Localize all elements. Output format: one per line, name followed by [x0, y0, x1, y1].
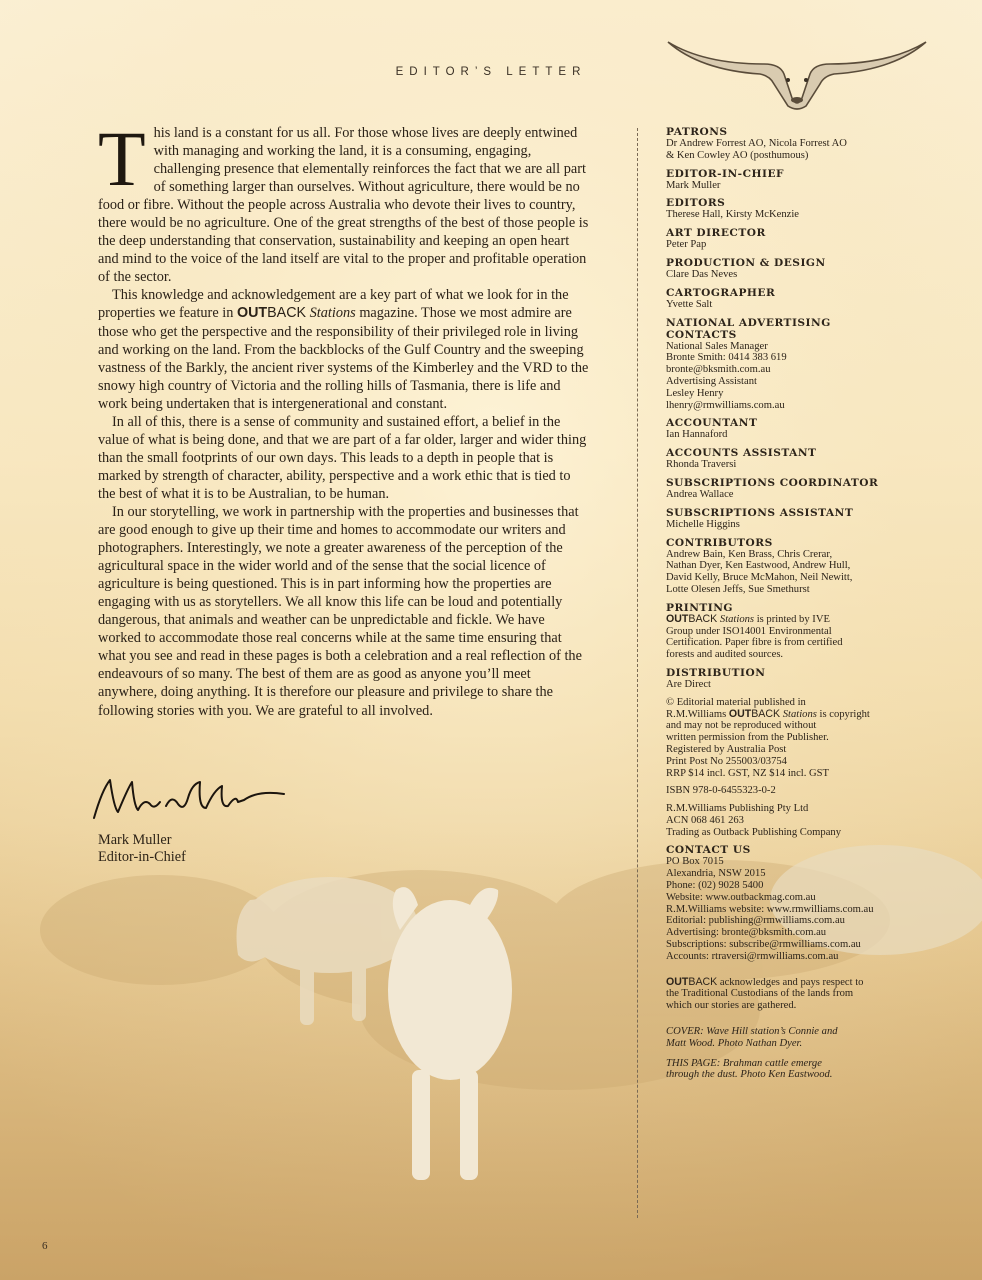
- column-divider: [637, 128, 638, 1218]
- masthead-printing: PRINTING OUTBACK Stations is printed by IVE Group under ISO14001 Environmental Certification. Paper fibre is from certified forests and audited sources.: [666, 601, 843, 661]
- rmwilliams-website-link[interactable]: R.M.Williams website: www.rmwilliams.com.au: [666, 903, 874, 915]
- outback-wordmark: OUTBACK: [666, 975, 718, 988]
- drop-cap: T: [98, 115, 146, 202]
- masthead-contributors: CONTRIBUTORS Andrew Bain, Ken Brass, Chris Crerar, Nathan Dyer, Ken Eastwood, Andrew Hull, David Kelly, Bruce McMahon, Neil Newitt, Lotte Olesen Jeffs, Sue Smethurst: [666, 536, 853, 595]
- subscriptions-email-link[interactable]: Subscriptions: subscribe@rmwilliams.com.au: [666, 939, 861, 951]
- website-link[interactable]: Website: www.outbackmag.com.au: [666, 891, 816, 903]
- masthead-advertising: NATIONAL ADVERTISING CONTACTS National Sales Manager Bronte Smith: 0414 383 619 bronte@bksmith.com.au Advertising Assistant Lesley Henry lhenry@rmwilliams.com.au: [666, 316, 831, 411]
- section-header: EDITOR’S LETTER: [395, 66, 587, 78]
- outback-wordmark: OUTBACK: [728, 707, 781, 720]
- outback-wordmark: OUTBACK: [666, 612, 718, 625]
- advertising-email-link[interactable]: Advertising: bronte@bksmith.com.au: [666, 927, 827, 939]
- masthead-isbn: ISBN 978-0-6455323-0-2: [666, 785, 776, 797]
- masthead-accountant: ACCOUNTANT Ian Hannaford: [666, 417, 758, 441]
- masthead-subscriptions-assistant: SUBSCRIPTIONS ASSISTANT Michelle Higgins: [666, 506, 854, 530]
- signoff-name: Mark Muller: [98, 832, 172, 848]
- editorial-email-link[interactable]: Editorial: publishing@rmwilliams.com.au: [666, 915, 845, 927]
- outback-wordmark: OUTBACK: [236, 305, 307, 322]
- this-page-caption: THIS PAGE: Brahman cattle emerge through the dust. Photo Ken Eastwood.: [666, 1057, 833, 1081]
- masthead-publisher: R.M.Williams Publishing Pty Ltd ACN 068 461 263 Trading as Outback Publishing Company: [666, 803, 841, 838]
- letter-paragraph-3: In all of this, there is a sense of community and sustained effort, a belief in the value of what is being done, and that we are part of a far older, larger and wider thing than the small footprints of our own days. This leads to a depth in people that is marked by strength of character, ability, perspective and a work ethic that is tied to the best of what it is to be Australian, to be human.: [98, 413, 587, 502]
- masthead-production: PRODUCTION & DESIGN Clare Das Neves: [666, 256, 826, 280]
- signoff-block: [98, 832, 186, 866]
- signature-mark-muller: [88, 768, 288, 830]
- accounts-email-link[interactable]: Accounts: rtraversi@rmwilliams.com.au: [666, 950, 839, 962]
- letter-paragraph-2: This knowledge and acknowledgement are a key part of what we look for in the properties we feature in OUTBACK Stations magazine. Those we most admire are those who get the perspective and the responsibility of their privileged role in living and working on the land. From the backblocks of the Gulf Country and the sweeping vastness of the Barkly, the ancient river systems of the Kimberley and the VRD to the snowy high country of Victoria and the rolling hills of Tasmania, there is life and work being undertaken that is intergenerational and constant.: [98, 287, 589, 412]
- masthead-patrons: PATRONS Dr Andrew Forrest AO, Nicola Forrest AO & Ken Cowley AO (posthumous): [666, 126, 847, 161]
- masthead-column: [666, 126, 928, 1089]
- masthead-editor-in-chief: EDITOR-IN-CHIEF Mark Muller: [666, 167, 785, 191]
- masthead-editors: EDITORS Therese Hall, Kirsty McKenzie: [666, 197, 799, 221]
- masthead-acknowledgement: OUTBACK acknowledges and pays respect to the Traditional Custodians of the lands from which our stories are gathered.: [666, 975, 864, 1012]
- masthead-copyright: © Editorial material published in R.M.Williams OUTBACK Stations is copyright and may not be reproduced without written permission from the Publisher. Registered by Australia Post Print Post No 255003/03754 RRP $14 incl. GST, NZ $14 incl. GST: [666, 696, 870, 779]
- editors-letter-body: [98, 115, 590, 720]
- masthead-contact-us: CONTACT US PO Box 7015 Alexandria, NSW 2015 Phone: (02) 9028 5400 Website: www.outbackmag.com.au R.M.Williams website: www.rmwilliams.com.au Editorial: publishing@rmwilliams.com.au Advertising: bronte@bksmith.com.au Subscriptions: subscribe@rmwilliams.com.au Accounts: rtraversi@rmwilliams.com.au: [666, 844, 928, 962]
- masthead-subscriptions-coordinator: SUBSCRIPTIONS COORDINATOR Andrea Wallace: [666, 476, 879, 500]
- signoff-title: Editor-in-Chief: [98, 849, 186, 865]
- cover-caption: COVER: Wave Hill station’s Connie and Matt Wood. Photo Nathan Dyer.: [666, 1026, 838, 1049]
- masthead-distribution: DISTRIBUTION Are Direct: [666, 666, 766, 690]
- longhorn-steer-logo: [664, 34, 930, 110]
- masthead-art-director: ART DIRECTOR Peter Pap: [666, 227, 766, 251]
- letter-paragraph-1: This land is a constant for us all. For those whose lives are deeply entwined with managing and working the land, it is a consuming, engaging, challenging presence that elementally reinforces the fact that we are all part of something larger than ourselves. Without agriculture, there would be no food or fibre. Without the people across Australia who devote their lives to country, there would be no agriculture. One of the great strengths of the best of those people is the deep understanding that conservation, sustainability and keeping an open heart and mind to the voice of the land itself are vital to the proper and profitable operation of the sector.: [98, 115, 589, 286]
- masthead-cartographer: CARTOGRAPHER Yvette Salt: [666, 286, 776, 310]
- masthead-accounts-assistant: ACCOUNTS ASSISTANT Rhonda Traversi: [666, 447, 817, 471]
- letter-paragraph-4: In our storytelling, we work in partnership with the properties and businesses that are good enough to give up their time and homes to accommodate our writers and photographers. Interestingly, we note a greater awareness of the perception of the agricultural space in the wider world and of the sense that the social licence of agriculture is being questioned. This is in part informing how the properties are engaging with us as storytellers. We all know this life can be loud and potentially dangerous, that animals and weather can be unpredictable and fickle. We have worked to accommodate those real concerns while at the same time ensuring that what you see and read in these pages is both a celebration and a real reflection of the endeavours of so many. The best of them are as good as anyone you’ll meet anywhere, doing anything. It is therefore our pleasure and privilege to share the following stories with you. We are grateful to all involved.: [98, 503, 582, 719]
- page-number: 6: [42, 1240, 48, 1252]
